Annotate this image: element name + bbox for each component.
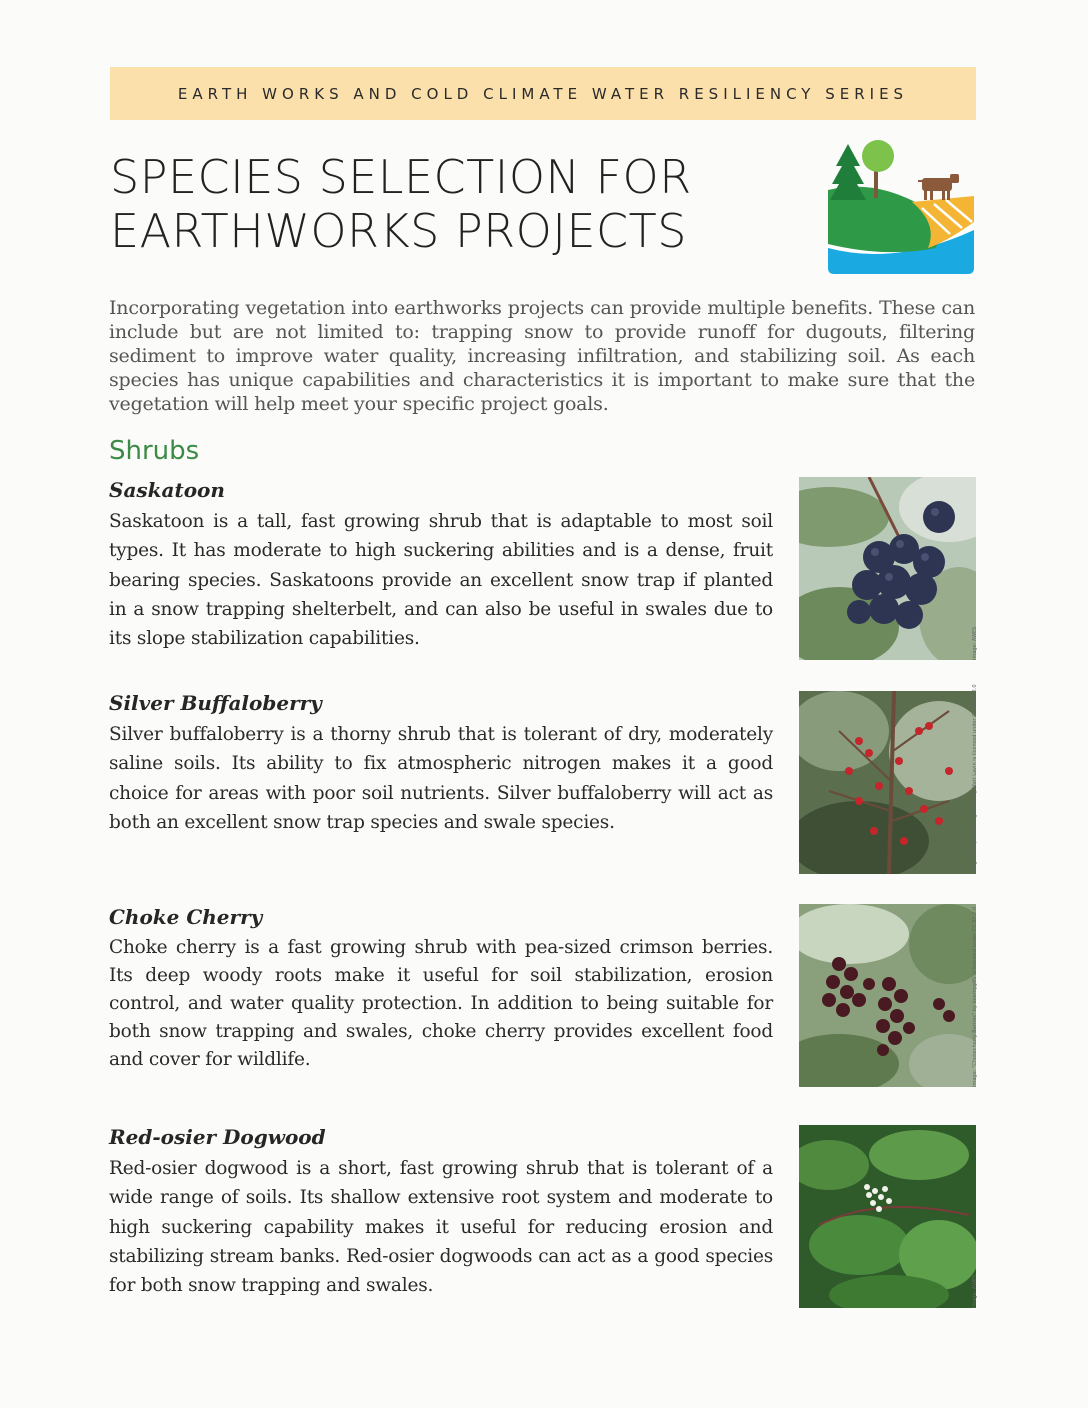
saskatoon-photo-credit: [972, 477, 992, 660]
species-name: Choke Cherry: [109, 905, 263, 929]
photo-credit-text: Image: "Chokecherry Berries" by beemyg45 is licensed under CC BY 2.0: [972, 906, 978, 1087]
photo-credit-text: Image: AWES: [972, 1274, 978, 1308]
species-name: Saskatoon: [109, 478, 225, 502]
page-title-line-1: SPECIES SELECTION FOR: [110, 150, 692, 204]
photo-credit-text: Image: "Shepherdia argentea" by Matt Lavin is licensed under CC BY-SA 2.0: [972, 684, 978, 874]
series-banner: [110, 67, 976, 120]
species-description: Red-osier dogwood is a short, fast growing shrub that is tolerant of a wide range of soils. Its shallow extensive root system and moderate to high suckering capability makes it useful for reducing erosion and stabilizing stream banks. Red-osier dogwoods can act as a good species for both snow trapping and swales.: [109, 1158, 773, 1297]
silver-buffaloberry-photo: [799, 684, 978, 874]
red-osier-dogwood-photo: [799, 1125, 976, 1308]
page-title: [110, 150, 800, 258]
species-saskatoon: [109, 477, 773, 653]
silver-buffaloberry-photo-credit: [972, 684, 992, 874]
species-name: Silver Buffaloberry: [109, 691, 322, 715]
species-description: Choke cherry is a fast growing shrub with pea-sized crimson berries. Its deep woody roots make it useful for soil stabilization, erosion control, and water quality protection. In addition to being suitable for both snow trapping and swales, choke cherry provides excellent food and cover for wildlife.: [109, 937, 773, 1070]
species-silver-buffaloberry: [109, 690, 773, 837]
choke-cherry-photo: [799, 904, 976, 1087]
species-red-osier-dogwood: [109, 1124, 773, 1300]
choke-cherry-photo-credit: [972, 904, 992, 1087]
page-title-line-2: EARTHWORKS PROJECTS: [110, 204, 687, 258]
species-name: Red-osier Dogwood: [109, 1125, 326, 1149]
species-description: Silver buffaloberry is a thorny shrub that is tolerant of dry, moderately saline soils. Its ability to fix atmospheric nitrogen makes it a good choice for areas with poor soil nutrients. Silver buffaloberry will act as both an excellent snow trap species and swale species.: [109, 724, 773, 833]
landscape-logo-icon: [826, 138, 976, 276]
species-choke-cherry: [109, 904, 773, 1074]
red-osier-dogwood-photo-credit: [972, 1125, 992, 1308]
series-banner-text: EARTH WORKS AND COLD CLIMATE WATER RESILIENCY SERIES: [177, 84, 909, 103]
saskatoon-photo: [799, 477, 976, 660]
section-heading-shrubs: Shrubs: [109, 436, 200, 466]
landscape-logo: [826, 138, 976, 276]
intro-paragraph: Incorporating vegetation into earthworks projects can provide multiple benefits. These can include but are not limited to: trapping snow to provide runoff for dugouts, filtering sediment to improve water quality, increasing infiltration, and stabilizing soil. As each species has unique capabilities and characteristics it is important to make sure that the vegetation will help meet your specific project goals.: [109, 297, 975, 415]
species-description: Saskatoon is a tall, fast growing shrub that is adaptable to most soil types. It has moderate to high suckering abilities and is a dense, fruit bearing species. Saskatoons provide an excellent snow trap if planted in a snow trapping shelterbelt, and can also be useful in swales due to its slope stabilization capabilities.: [109, 511, 773, 650]
photo-credit-text: Image: AWES: [972, 626, 978, 660]
